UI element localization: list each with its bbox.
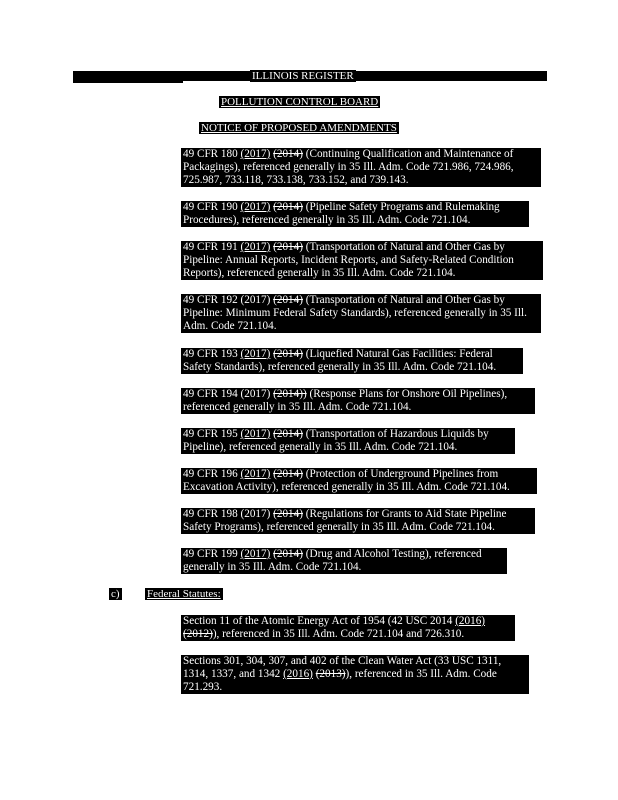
old-year: (2014) [273,508,303,520]
entry-text: (Liquefied Natural Gas Facilities: Federal Safety Standards), referenced generally in 35 Ill. Adm. Code 721.104. [183,348,497,373]
board-title-text: POLLUTION CONTROL BOARD [221,96,379,108]
cfr-citation: 49 CFR 199 [183,548,238,560]
new-year: (2017) [240,468,271,480]
new-year: (2017) [240,388,271,400]
new-year: (2017) [240,294,271,306]
new-year: (2017) [240,348,271,360]
new-year: (2016) [455,615,486,627]
old-year: (2014) [273,148,303,160]
entry-text: (Transportation of Hazardous Liquids by Pipeline), referenced generally in 35 Ill. Adm. Code 721.104. [183,428,489,453]
old-year: (2014) [273,428,303,440]
entry-text: (Pipeline Safety Programs and Rulemaking Procedures), referenced generally in 35 Ill. Adm. Code 721.104. [183,201,500,226]
entry-49-cfr-193 [181,348,523,374]
entry-49-cfr-180 [181,148,541,187]
notice-title-text: NOTICE OF PROPOSED AMENDMENTS [201,122,397,134]
new-year: (2017) [240,548,271,560]
entry-49-cfr-199 [181,548,507,574]
board-title [219,96,380,108]
entry-49-cfr-190 [181,201,529,227]
entry-49-cfr-196 [181,468,537,494]
new-year: (2017) [240,241,271,253]
old-year: (2014) [273,548,303,560]
new-year: (2017) [240,148,271,160]
cfr-citation: 49 CFR 194 [183,388,238,400]
cfr-citation: 49 CFR 196 [183,468,238,480]
entry-text: (Continuing Qualification and Maintenance of Packagings), referenced generally in 35 Ill. Adm. Code 721.986, 724.986, 725.987, 733.118, 733.138, 733.152, and 739.143. [183,148,514,186]
cfr-citation: 49 CFR 193 [183,348,238,360]
cfr-citation: 49 CFR 192 [183,294,238,306]
section-title: Federal Statutes: [147,588,221,600]
entry-49-cfr-194 [181,388,535,414]
new-year: (2017) [240,508,271,520]
notice-title [199,122,399,134]
cfr-citation: 49 CFR 198 [183,508,238,520]
new-year: (2017) [240,201,271,213]
old-year: (2014) [273,241,303,253]
new-year: (2017) [240,428,271,440]
old-year: (2014) [273,201,303,213]
entry-text: (Response Plans for Onshore Oil Pipelines), referenced generally in 35 Ill. Adm. Code 721.104. [183,388,508,413]
header-rule-underline [73,81,183,83]
statute-text-post: ), referenced in 35 Ill. Adm. Code 721.293. [183,668,497,693]
statute-text-pre: Sections 301, 304, 307, and 402 of the Clean Water Act (33 USC 1311, 1314, 1337, and 1342 [183,655,502,680]
new-year: (2016) [283,668,313,680]
statute-clean-water-act [181,655,529,694]
statute-atomic-energy-act [181,615,515,641]
old-year: (2014) [273,348,303,360]
old-year: (2014)) [273,388,307,400]
entry-text: (Drug and Alcohol Testing), referenced generally in 35 Ill. Adm. Code 721.104. [183,548,482,573]
cfr-citation: 49 CFR 190 [183,201,238,213]
cfr-citation: 49 CFR 191 [183,241,238,253]
statute-text-post: ), referenced in 35 Ill. Adm. Code 721.104 and 726.310. [212,628,465,640]
old-year: (2013) [315,668,346,680]
entry-text: (Transportation of Natural and Other Gas by Pipeline: Annual Reports, Incident Reports, and Safety-Related Condition Reports), referenced generally in 35 Ill. Adm. Code 721.104. [183,241,514,279]
entry-text: (Regulations for Grants to Aid State Pipeline Safety Programs), referenced generally in 35 Ill. Adm. Code 721.104. [183,508,507,533]
section-letter: c) [111,588,120,600]
entry-49-cfr-195 [181,428,515,454]
cfr-citation: 49 CFR 180 [183,148,238,160]
entry-49-cfr-192 [181,294,541,333]
old-year: (2014) [273,468,303,480]
old-year: (2012) [183,628,213,640]
register-title: ILLINOIS REGISTER [252,70,354,82]
cfr-citation: 49 CFR 195 [183,428,238,440]
entry-49-cfr-198 [181,508,535,534]
entry-49-cfr-191 [181,241,543,280]
entry-text: (Protection of Underground Pipelines from Excavation Activity), referenced generally in 35 Ill. Adm. Code 721.104. [183,468,510,493]
old-year: (2014) [273,294,303,306]
entry-text: (Transportation of Natural and Other Gas by Pipeline: Minimum Federal Safety Standards), referenced generally in 35 Ill. Adm. Code 721.104. [183,294,527,332]
statute-text-pre: Section 11 of the Atomic Energy Act of 1954 (42 USC 2014 [183,615,456,627]
